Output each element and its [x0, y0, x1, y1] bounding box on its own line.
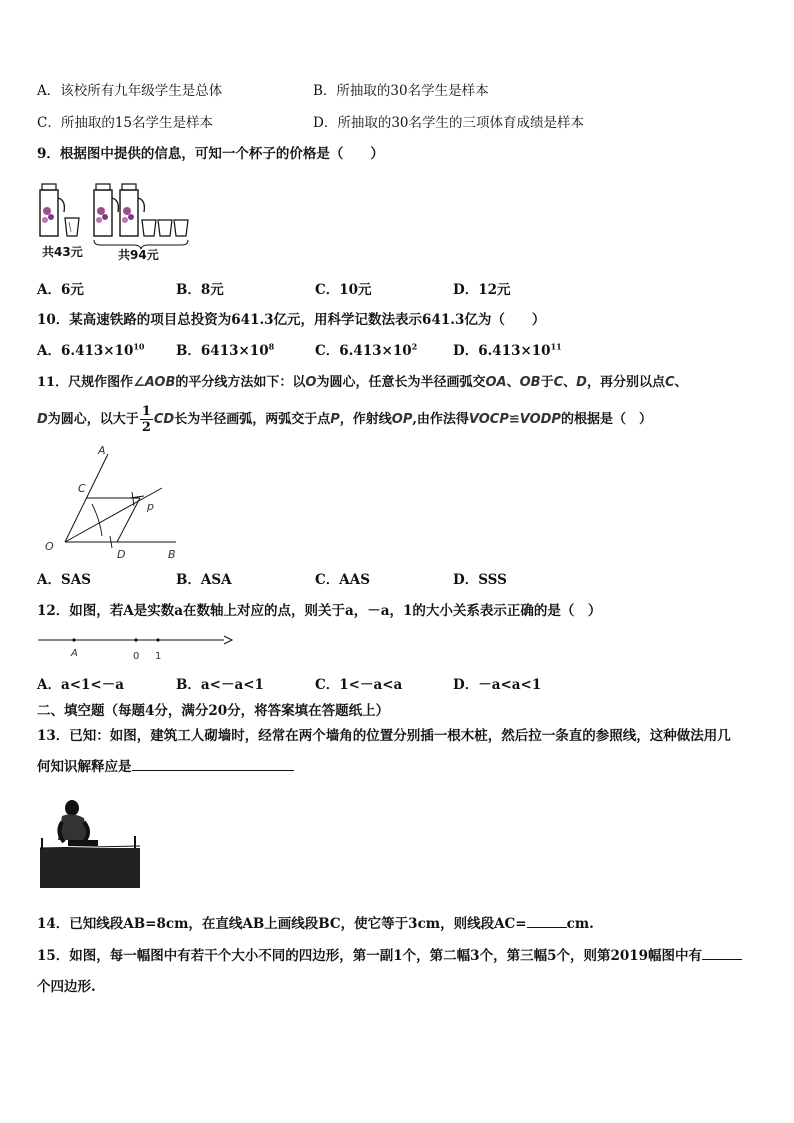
q11-l2-p: P: [330, 412, 340, 427]
axis-label-one: 1: [155, 651, 162, 662]
q11-l2-cong: VOCP≌VODP: [468, 412, 561, 427]
q10-option-d-exp: 11: [550, 341, 562, 352]
q11-line1: [37, 374, 688, 392]
fig-label-b: B: [168, 548, 176, 561]
section-2-heading: 二、填空题（每题4分，满分20分，将答案填在答题纸上）: [37, 703, 390, 719]
q10-option-d-base: D．6.413×10: [453, 343, 551, 359]
stake-left: [41, 838, 43, 850]
q11-line2: [37, 403, 652, 437]
q14-text-b: cm.: [566, 916, 594, 932]
q9-label-left: 共43元: [42, 245, 83, 259]
q8-option-c: C．所抽取的15名学生是样本: [37, 115, 214, 131]
q9-option-d: D．12元: [453, 282, 511, 298]
q10-option-a: [37, 342, 145, 360]
q11-l1-d: 于: [540, 375, 554, 390]
wall-block: [40, 848, 140, 888]
q12-option-b: B．a<－a<1: [176, 677, 264, 693]
q11-l1-b: 的平分线方法如下：以: [175, 375, 306, 390]
cups-right: [142, 220, 188, 236]
q11-l1-e: ，再分别以点: [586, 375, 665, 390]
q15-line2: 个四边形.: [37, 979, 96, 995]
q15-line1: [37, 947, 742, 965]
q11-l1-dpt: D: [576, 375, 587, 390]
fig-label-a: A: [98, 444, 106, 457]
fig-label-p: p: [147, 500, 154, 513]
q15-answer-blank[interactable]: [702, 947, 742, 960]
q11-l1-f: 、: [674, 375, 688, 390]
point-one: [156, 638, 159, 641]
axis-arrow: [224, 636, 232, 644]
q12-stem: 12．如图，若A是实数a在数轴上对应的点，则关于a，－a，1的大小关系表示正确的是（ ）: [37, 603, 602, 619]
q9-option-a: A．6元: [37, 282, 84, 298]
q9-option-c: C．10元: [315, 282, 372, 298]
q11-option-d: D．SSS: [453, 572, 507, 588]
q8-option-d: D．所抽取的30名学生的三项体育成绩是样本: [313, 115, 585, 131]
q12-number-line: [36, 632, 236, 664]
q10-option-a-exp: 10: [133, 341, 145, 352]
fraction-numerator: 1: [141, 404, 151, 419]
q11-l2-cd: CD: [153, 412, 175, 427]
q10-option-b-exp: 8: [268, 341, 275, 352]
thermos-right-1: [94, 184, 118, 236]
q11-figure: [40, 440, 190, 564]
stake-right: [134, 836, 136, 848]
q10-option-b: [176, 342, 274, 360]
q13-line2: [37, 758, 294, 776]
q13-line2-text: 何知识解释应是: [37, 759, 132, 775]
q11-option-c: C．AAS: [315, 572, 370, 588]
fig-label-d: D: [117, 548, 126, 561]
q12-option-a: A．a<1<－a: [37, 677, 124, 693]
axis-label-zero: 0: [133, 651, 140, 662]
q11-l1-sep1: 、: [506, 375, 520, 390]
q11-l1-o: O: [305, 375, 317, 390]
q11-l1-oa: OA: [485, 375, 507, 390]
q9-option-b: B．8元: [176, 282, 224, 298]
q11-l1-sep2: 、: [563, 375, 577, 390]
q9-stem: 9．根据图中提供的信息，可知一个杯子的价格是（ ）: [37, 146, 384, 162]
q11-l1-c: 为圆心，任意长为半径画弧交: [316, 375, 486, 390]
q11-option-b: B．ASA: [176, 572, 232, 588]
reference-line: [40, 846, 140, 848]
q12-option-d: D．－a<a<1: [453, 677, 542, 693]
q11-l2-e: 的根据是（ ）: [560, 412, 652, 427]
q13-answer-blank[interactable]: [132, 758, 294, 771]
q11-l1-cpt: C: [553, 375, 564, 390]
fig-label-o: O: [45, 540, 54, 553]
q11-l2-b: 长为半径画弧，两弧交于点: [174, 412, 331, 427]
q12-option-c: C．1<－a<a: [315, 677, 403, 693]
q10-stem: 10．某高速铁路的项目总投资为641.3亿元，用科学记数法表示641.3亿为（ ）: [37, 312, 546, 328]
q11-l2-d: D: [37, 412, 48, 427]
axis-label-a: A: [71, 648, 78, 659]
ray-op: [65, 488, 162, 542]
q10-option-c-exp: 2: [411, 341, 418, 352]
q11-l2-c: ，作射线: [339, 412, 392, 427]
q13-figure-bricklayer: [38, 796, 142, 890]
q9-figure: [36, 178, 196, 264]
q10-option-d: [453, 342, 562, 360]
thermos-right-2: [120, 184, 144, 236]
q11-l1-angle: ∠AOB: [133, 375, 176, 390]
q10-option-b-base: B．6413×10: [176, 343, 269, 359]
arc-cd: [92, 504, 102, 536]
q11-l2-op: OP: [391, 412, 413, 427]
q11-l1-a: 11．尺规作图作: [37, 375, 134, 390]
q10-option-c: [315, 342, 417, 360]
q13-line1: 13．已知：如图，建筑工人砌墙时，经常在两个墙角的位置分别插一根木桩，然后拉一条直的参照线，这种做法用几: [37, 728, 731, 744]
thermos-left: [40, 184, 64, 236]
fraction-denominator: 2: [141, 420, 151, 435]
q11-option-a: A．SAS: [37, 572, 91, 588]
q9-label-right: 共94元: [118, 248, 159, 262]
fig-label-c: C: [78, 482, 86, 495]
q11-l2-dd: ,由作法得: [412, 412, 469, 427]
q10-option-a-base: A．6.413×10: [37, 343, 134, 359]
q14-answer-blank[interactable]: [527, 915, 567, 928]
q15-line1-text: 15．如图，每一幅图中有若干个大小不同的四边形，第一副1个，第二幅3个，第三幅5个，则第2019幅图中有: [37, 948, 703, 964]
point-a: [72, 638, 75, 641]
segment-dp: [117, 498, 140, 542]
q14-text-a: 14．已知线段AB=8cm，在直线AB上画线段BC，使它等于3cm，则线段AC=: [37, 916, 527, 932]
worker-figure: [58, 800, 98, 846]
q8-option-b: B．所抽取的30名学生是样本: [313, 83, 489, 99]
q10-option-c-base: C．6.413×10: [315, 343, 412, 359]
q8-option-a: A．该校所有九年级学生是总体: [37, 83, 223, 99]
cup-left: [65, 218, 79, 236]
q14-text: [37, 915, 594, 933]
q11-l1-c2: C: [664, 375, 675, 390]
q11-l1-ob: OB: [519, 375, 541, 390]
one-half-fraction: [140, 404, 153, 435]
point-zero: [134, 638, 137, 641]
q11-l2-a: 为圆心，以大于: [47, 412, 139, 427]
